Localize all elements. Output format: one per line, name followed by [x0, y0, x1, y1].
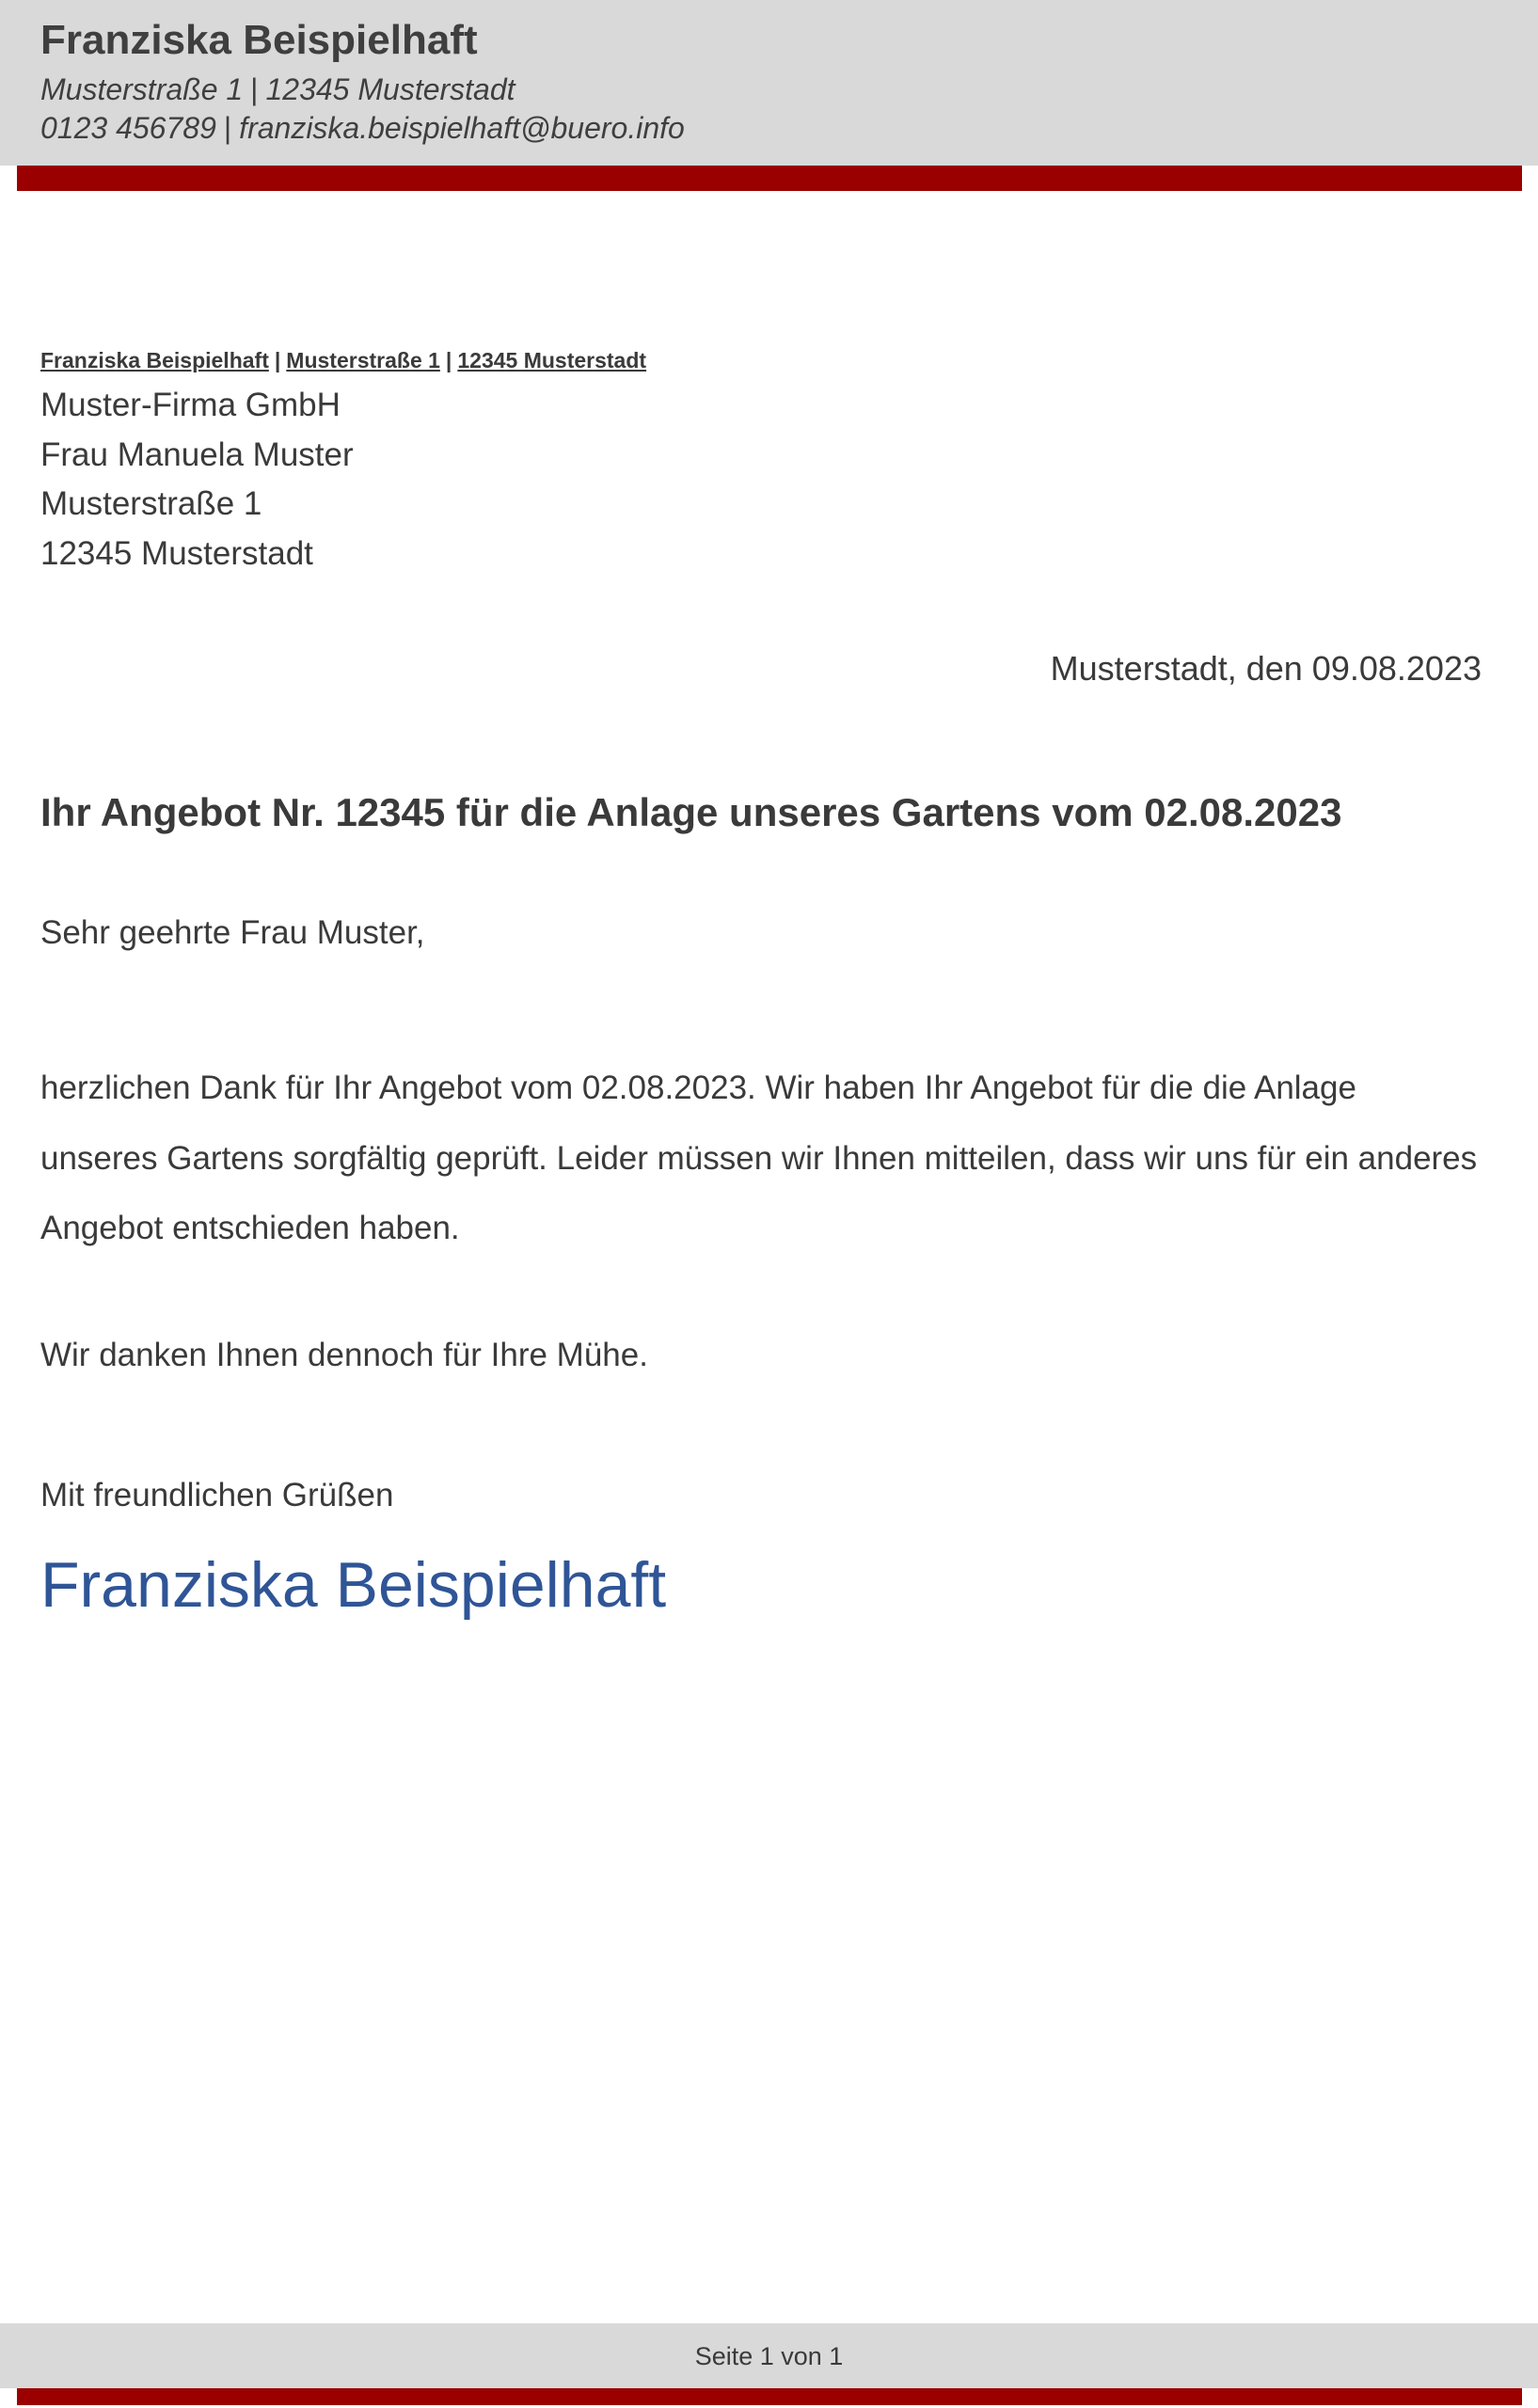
subject-line: Ihr Angebot Nr. 12345 für die Anlage unseres Gartens vom 02.08.2023	[40, 790, 1342, 834]
letterhead-street: Musterstraße 1	[40, 72, 244, 106]
separator: |	[445, 348, 452, 372]
letterhead-city: 12345 Musterstadt	[265, 72, 515, 106]
separator: |	[274, 348, 281, 372]
page-number: Seite 1 von 1	[694, 2342, 844, 2370]
closing-line: Mit freundlichen Grüßen	[40, 1477, 394, 1513]
sender-return-address	[40, 348, 646, 373]
letterhead	[0, 0, 1538, 166]
separator: |	[250, 72, 259, 106]
thanks-line: Wir danken Ihnen dennoch für Ihre Mühe.	[40, 1337, 648, 1373]
signature: Franziska Beispielhaft	[40, 1549, 667, 1621]
salutation: Sehr geehrte Frau Muster,	[40, 914, 425, 951]
sender-city: 12345 Musterstadt	[457, 348, 647, 372]
footer	[0, 2323, 1538, 2388]
sender-street: Musterstraße 1	[286, 348, 440, 372]
letterhead-name: Franziska Beispielhaft	[40, 17, 478, 63]
letterhead-phone: 0123 456789	[40, 111, 216, 145]
recipient-street: Musterstraße 1	[40, 485, 262, 522]
letterhead-address	[40, 72, 515, 107]
sender-name: Franziska Beispielhaft	[40, 348, 269, 372]
header-accent-bar	[17, 166, 1522, 191]
recipient-city: 12345 Musterstadt	[40, 534, 313, 572]
letterhead-email: franziska.beispielhaft@buero.info	[239, 111, 685, 145]
footer-accent-bar	[17, 2388, 1522, 2405]
letterhead-contact	[40, 111, 685, 146]
recipient-person: Frau Manuela Muster	[40, 436, 354, 473]
body-paragraph: herzlichen Dank für Ihr Angebot vom 02.08.2023. Wir haben Ihr Angebot für die die Anlage unseres Gartens sorgfältig geprüft. Leider müssen wir Ihnen mitteilen, dass wir uns für ein anderes Angebot entschieden haben.	[40, 1069, 1478, 1246]
recipient-company: Muster-Firma GmbH	[40, 387, 341, 423]
separator: |	[223, 111, 232, 145]
date-line: Musterstadt, den 09.08.2023	[1050, 649, 1482, 688]
recipient-address	[40, 381, 354, 578]
